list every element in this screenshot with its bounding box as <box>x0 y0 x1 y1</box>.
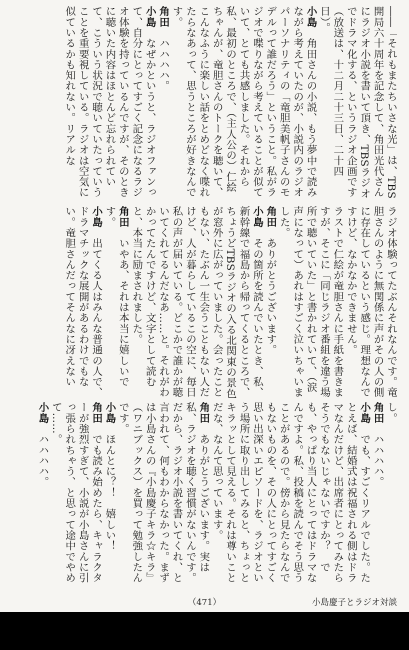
paragraph-text: ハハハハ。 <box>36 433 49 488</box>
speaker-name: 角田 <box>264 206 277 228</box>
paragraph-text: なぜかというと、ラジオファンって、自分にとってすごく記念になるラジオ体験を持っているんですが、そのときに聴いた内容はほとんど忘れられていて、こういう状況で聴いていたっていうことを重要視している。ラジオは空気に似ているかも知れない。リアルな <box>63 6 156 198</box>
speaker-name: 角田 <box>157 6 170 28</box>
dialogue-paragraph <box>156 6 169 203</box>
speaker-name: 角田 <box>371 402 384 424</box>
text-tier-bottom <box>12 402 397 592</box>
dialogue-paragraph <box>62 6 156 203</box>
speaker-name: 小島 <box>250 206 263 228</box>
dialogue-paragraph <box>317 6 397 203</box>
speaker-name: 小島 <box>358 402 371 424</box>
dialogue-paragraph <box>102 206 129 399</box>
vertical-text-block <box>12 6 397 203</box>
dialogue-paragraph <box>209 402 370 592</box>
dialogue-paragraph <box>48 402 102 592</box>
paragraph-text: でも読み始めたら、キャラクターが強烈すぎて、小説が小島さんに引っ張られちゃう、と思って途中でやめて……。 <box>49 402 103 584</box>
page-footer <box>0 596 409 610</box>
paragraph-text: ――「それもまたちいさな光」は、TBS開局六十周年を記念して、角田光代さんにラジオ小説を書いて頂き、TBSラジオでドラマ化する、というラジオ企画です（放送は、十二月二十三日、二十四日）。 <box>317 6 397 199</box>
paragraph-text: 出てくる人はみんな普通の人で、ドラマチックな展開があるわけでもない。竜胆さんだってそんなに冴えない <box>63 206 103 398</box>
dialogue-paragraph <box>263 206 276 399</box>
dialogue-paragraph <box>343 206 397 399</box>
speaker-name: 角田 <box>197 402 210 424</box>
speaker-name: 小島 <box>36 402 49 424</box>
dialogue-paragraph <box>370 402 383 592</box>
page-number: （471） <box>187 598 222 608</box>
paragraph-text: 角田さんの小説、もう夢中で読みながら考えていたのが、小説内のラジオパーソナリティの「竜胆美帆子さんのモデルって誰だろう」ということ。私がラジオで喋りながら考えていることが似ていて、とても共感しました。それから私、最初のところで、（主人公の）仁絵ちゃんが、竜胆さんのトークを聴いて、こんなふうに楽しい話をとめどなく喋れたらなあって、思うところが好きなんです。 <box>170 6 317 198</box>
paragraph-text: ラストで仁絵が竜胆さんに手紙を書きますが、そこに「同じラジオ番組を違う場所で聴いていた」と書かれていて、（涙声になって）あれはすごく泣いちゃいました。 <box>277 206 344 398</box>
text-tier-middle <box>12 206 397 399</box>
paragraph-text: ありがとうございます。 <box>264 237 277 356</box>
paragraph-text: ラジオ体験ってたぶんそれなんです。竜胆さんのように無関係に声がその人の側に存在しているという感じ。理想なんですけど、なかなかできません。 <box>344 206 397 398</box>
paragraph-text: ありがとうございます。実は私、ラジオを聴く習慣がないんです。だから、ラジオ小説を書いてくれ、と言われて、何もわからなかった。まずは小島さんの『小島慶子キラ☆キラ』（ワニブックス）を買って勉強したんです。 <box>116 402 210 584</box>
paragraph-text: ハハハハ。 <box>371 433 384 488</box>
speaker-name: 小島 <box>90 206 103 228</box>
text-tier-top <box>12 6 397 203</box>
dialogue-paragraph <box>102 402 115 592</box>
paragraph-text: いやあ、それは本当に嬉しいです。 <box>103 206 129 388</box>
paragraph-text: でも、すごくリアルでした。たとえば、結婚式は祝福される側はドラマなんだけど、出席者にとってみたらそうでもないじゃないですか？ でも、やっぱり当人にとってはドラマなんですよ。私、投稿を読んでそう思うことがあるので。傍から見たらなんでもないものを、その人にとってすごく思い出深いエピソードを、ラジオという場所に取り出してみると、ちょっとキラッとして見える。それは尊いことだな、なんて思っています。 <box>210 402 371 584</box>
vertical-text-block <box>12 402 397 592</box>
paragraph-text: ハハハハ。 <box>157 37 170 92</box>
paragraph-text: し。 <box>385 402 397 424</box>
dialogue-paragraph <box>169 6 316 203</box>
dialogue-paragraph <box>384 402 397 592</box>
paragraph-text: ほんとに？！ 嬉しい！ <box>103 433 116 552</box>
dialogue-paragraph <box>62 206 102 399</box>
speaker-name: 小島 <box>143 6 156 28</box>
speaker-name: 角田 <box>90 402 103 424</box>
vertical-text-block <box>12 206 397 399</box>
dialogue-paragraph <box>35 402 48 592</box>
speaker-name: 角田 <box>116 206 129 228</box>
dialogue-paragraph <box>276 206 343 399</box>
dialogue-paragraph <box>129 206 263 399</box>
dialogue-paragraph <box>115 402 209 592</box>
speaker-name: 小島 <box>304 6 317 28</box>
running-title: 小島慶子とラジオ対談 <box>311 598 397 608</box>
paragraph-text: その箇所を読んでいたとき、私、新幹線で福島から帰ってくるところで、ちょうどTBSラジオの入る北関東の景色が窓外に広がっていました。会ったこともない、たぶん一生会うこともない人だけど、人が暮らしているこの空に、毎日私の声が届いている。どこかで誰かが聴いてくれてるんだなあ……と。それがわかってたんですけど、文字として読むと、本当に励まされました。 <box>130 206 263 399</box>
speaker-name: 小島 <box>103 402 116 424</box>
